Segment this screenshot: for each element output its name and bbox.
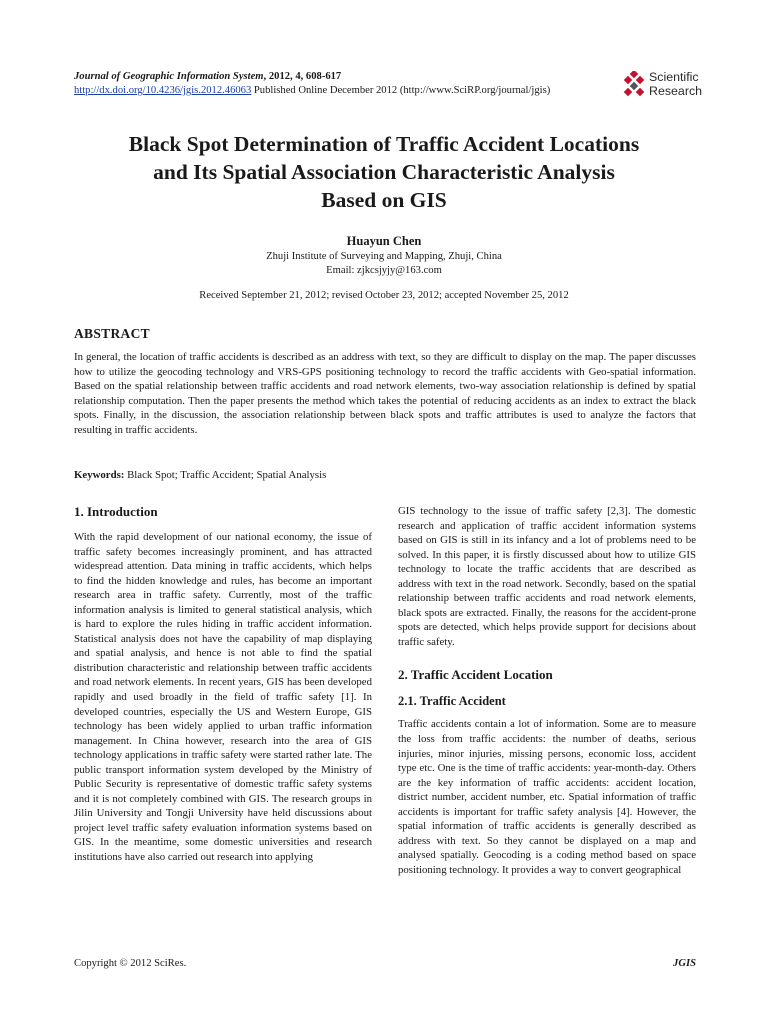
paper-title: [60, 130, 708, 214]
abstract-heading: ABSTRACT: [74, 326, 150, 341]
traffic-accident-paragraph: Traffic accidents contain a lot of information. Some are to measure the loss from traffic accidents: the number of deaths, serious injuries, minor injuries, missing persons, economic loss, accident type etc. One is the time of traffic accidents: year-month-day. Others are the key information of traffic accidents: accident location, district number, accident number, etc. Spatial information of traffic accidents is important for traffic safety analysis [4]. However, the spatial information of traffic accidents is generally described as address with text. So they cannot be displayed on a map and analysed spatially. Geocoding is a coding method based on space positioning technology. It provides a way to convert geographical: [398, 718, 696, 876]
abstract-text: In general, the location of traffic accidents is described as an address with text, so they are difficult to display on the map. The paper discusses how to utilize the geocoding technology and VRS-GPS positioning technology to record the traffic accidents with Geo-spatial information. Based on the spatial relationship between traffic accidents and road network elements, two-way association relationship is defined by spatial relationship computation. Then the paper presents the method which takes the potential of reducing accidents as an index to extract the black spots. Finally, in the discussion, the association relationship between black spots and traffic attributes is used to analyze the factors that resulting in traffic accidents.: [74, 351, 696, 436]
journal-header: [74, 70, 614, 98]
copyright: Copyright © 2012 SciRes.: [74, 958, 187, 969]
scientific-research-logo-icon: [622, 71, 646, 97]
section-heading-introduction: 1. Introduction: [74, 504, 158, 519]
publisher-logo: [622, 70, 712, 100]
author-affiliation: Zhuji Institute of Surveying and Mapping, Zhuji, China: [266, 251, 502, 262]
doi-link[interactable]: http://dx.doi.org/10.4236/jgis.2012.46063: [74, 85, 252, 96]
author-name: Huayun Chen: [346, 234, 422, 248]
publisher-name: [649, 70, 702, 98]
right-column: [398, 504, 696, 877]
publisher-line2: Research: [649, 84, 703, 98]
published-info: Published Online December 2012 (http://www.SciRP.org/journal/jgis): [251, 85, 551, 96]
author-affiliation-block: [0, 250, 768, 277]
received-dates: Received September 21, 2012; revised October 23, 2012; accepted November 25, 2012: [199, 290, 569, 301]
journal-citation: [74, 70, 614, 84]
keywords-value: Black Spot; Traffic Accident; Spatial Analysis: [124, 469, 327, 481]
doi-line: [74, 84, 614, 98]
introduction-paragraph: With the rapid development of our national economy, the issue of traffic safety becomes increasingly prominent, and has attracted widespread attention. Data mining in traffic accidents, which helps to find the hidden knowledge and rules, has become an important research area in traffic safety. Currently, most of the traffic information analysis is limited to general statistical analysis, which is hard to explore the rules hiding in traffic accident information. Statistical analysis does not have the capability of map displaying and spatial analysis, and hence is not able to find the spatial distribution characteristic and relationship between traffic accidents and road network elements. In recent years, GIS has been developed rapidly and used broadly in the field of traffic safety [1]. In developed countries, especially the US and Western Europe, GIS technology has been widely applied to urban traffic information management. In China however, research into the area of GIS technology applications in traffic safety were started rather late. The public transport information system developed by the Ministry of Public Security is representative of domestic traffic safety systems and it is not completely combined with GIS. The research groups in Jilin University and Tongji University have held discussions about project level traffic safety evaluation information systems based on GIS. In the meantime, some domestic universities and research institutions have also carried out research into applying: [74, 531, 372, 864]
publisher-line1: Scientific: [649, 70, 699, 84]
section-heading-traffic-accident-location: 2. Traffic Accident Location: [398, 667, 553, 683]
keywords-label: Keywords:: [74, 469, 125, 481]
title-line: Black Spot Determination of Traffic Accident Locations: [128, 132, 640, 156]
journal-issue: , 2012, 4, 608-617: [263, 71, 342, 82]
left-column: [74, 504, 372, 865]
subsection-heading-traffic-accident: 2.1. Traffic Accident: [398, 694, 506, 709]
author-email: Email: zjkcsjyjy@163.com: [326, 264, 442, 276]
title-line: Based on GIS: [321, 188, 447, 212]
title-line: and Its Spatial Association Characteristic Analysis: [153, 160, 615, 184]
keywords: [74, 469, 326, 481]
journal-name: Journal of Geographic Information System: [74, 71, 264, 82]
introduction-paragraph-continued: GIS technology to the issue of traffic safety [2,3]. The domestic research and application of traffic accident information systems based on GIS is still in its infancy and a lot of problems need to be solved. In this paper, it is firstly discussed about how to utilize GIS technology to locate the traffic accidents that are described as address with text in the road network. Secondly, based on the spatial relationship between traffic accidents and road network elements, black spots are extracted. Finally, the reasons for the accident-prone spots are detected, which helps provide support for decisions about traffic safety.: [398, 505, 696, 648]
journal-abbreviation: JGIS: [673, 958, 696, 969]
